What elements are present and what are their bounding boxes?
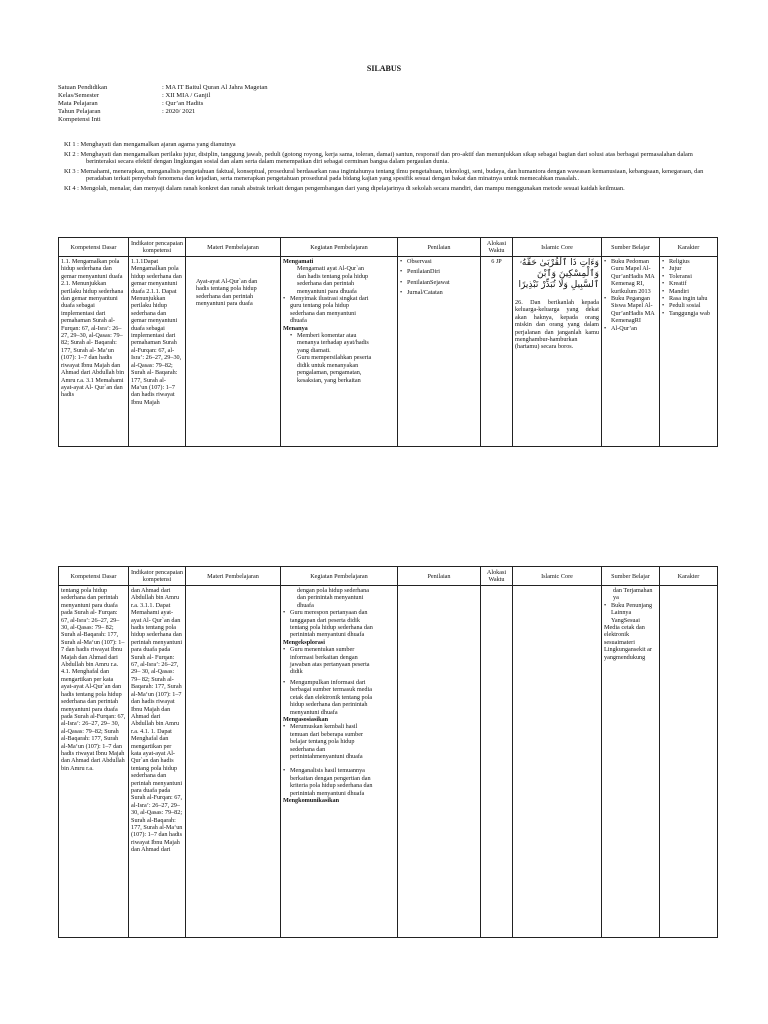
cell-kegiatan [281,586,398,938]
activity-heading: Mengeksplorasi [283,638,325,646]
character-item [662,310,715,317]
header-row [59,567,718,586]
character-item [662,295,715,302]
source-item [604,602,657,624]
activity-bullet [283,646,395,676]
verse-translation: 26. Dan berikanlah kepada keluarga-keluarga yang dekat akan haknya, kepada orang miskin dan orang yang dalam perjalanan dan janganlah kamu menghambur-hamburkan (hartamu) secara boros. [515,299,599,351]
bullet-icon: • [662,265,665,273]
bullet-icon: • [283,609,286,617]
bullet-icon: • [662,280,665,288]
header-alokasi: Alokasi Waktu [481,238,513,257]
table-row [59,257,718,447]
header-indikator: Indikator pencapaian kompetensi [129,238,186,257]
bullet-icon: • [662,295,665,303]
header-islamic-core: Islamic Core [513,238,602,257]
source-text: Buku Pedoman Guru Mapel Al-Qur’anHadis MA Kemenag RI, kurikulum 2013 [611,258,655,295]
activity-heading: Mengkomunikasikan [283,796,340,804]
cell-alokasi [481,257,513,447]
bullet-icon: • [662,302,665,310]
syllabus-table-1 [58,237,718,447]
cell-kompetensi-dasar: 1.1. Mengamalkan pola hidup sederhana dan gemar menyantuni duafa 2.1. Menunjukkan perilaku hidup sederhana dan gemar menyantuni duafa sebagai implementasi dari pemahaman Surah al-Furqan: 67, al-Isra’: 26–27, 29–30, al-Qasas: 79–82; Surah al- Baqarah: 177, Surah al- Ma‘un (107): 1–7 dan hadis riwayat Ibnu Majah dan Ahmad dari Abdullah bin Amru r.a. 3.1 Memahami ayat-ayat Al- Qur`an dan hadis [59,257,129,447]
table-row [59,586,718,938]
source-item [604,325,657,332]
activity-bullet [283,295,395,325]
cell-indikator: dan Ahmad dari Abdullah bin Amru r.a. 3.1.1. Dapat Memahami ayat-ayat Al- Qur`an dan hadis tentang pola hidup sederhana dan perintah menyantuni para duafa pada Surah al- Furqan: 67, al-Isra’: 26–27, 29– 30, al-Qasas: 79– 82; Surah al-Baqarah: 177, Surah al-Ma‘un (107): 1–7 dan hadis riwayat Ibnu Majah dan Ahmad dari Abdullah bin Amru r.a. 4.1. 1. Dapat Menghafal dan mengartikan per kata ayat-ayat Al-Qur`an dan hadis tentang pola hidup sederhana dan perintah menyantuni para duafa pada Surah al-Furqan: 67, al-Isra’: 26–27, 29– 30, al-Qasas: 79–82; Surah al-Baqarah: 177, Surah al-Ma‘un (107): 1–7 dan hadis riwayat Ibnu Majah dan Ahmad dari [129,586,186,938]
kompetensi-inti-list [64,141,718,195]
bullet-icon: • [283,723,286,731]
bullet-icon: • [662,287,665,295]
character-item [662,273,715,280]
header-kompetensi-dasar: Kompetensi Dasar [59,567,129,586]
meta-label: Kompetensi Inti [58,116,101,123]
activity-bullet-text: Guru merespon pertanyaan dan tanggapan dari peserta didik tentang pola hidup sederhana dan perinintah menyantuni dhuafa [290,609,373,639]
activity-bullet-text: Merumuskan kembali hasil temuan dari beberapa sumber belajar tentang pola hidup sederhana dan perinintahmenyantuni dhuafa [290,723,364,760]
meta-row [58,92,268,100]
alokasi-text: 6 JP [491,258,502,265]
activity-bullet [283,609,395,639]
bullet-icon: • [662,309,665,317]
character-item [662,280,715,287]
cell-materi [186,257,281,447]
bullet-icon: • [604,601,607,609]
assessment-text: PenilaianSejawat [407,278,450,286]
header-sumber: Sumber Belajar [602,567,660,586]
assessment-text: PenilaianDiri [407,268,440,276]
activity-heading: Mengasosiasikan [283,715,329,723]
header-kompetensi-dasar: Kompetensi Dasar [59,238,129,257]
header-indikator: Indikator pencapaian kompetensi [129,567,186,586]
bullet-icon: • [400,268,403,276]
source-item [604,295,657,325]
bullet-icon: • [290,332,293,340]
meta-value: : XII MIA / Ganjil [162,92,211,99]
bullet-icon: • [283,678,286,686]
bullet-icon: • [400,289,403,297]
header-karakter: Karakter [660,238,718,257]
activity-bullet [283,332,395,354]
meta-label: Kelas/Semester [58,92,100,99]
activity-text: Mengamati ayat Al-Qur`an dan hadis tentang pola hidup sederhana dan perintah menyantuni para dhuafa [297,265,369,295]
character-text: Mandiri [669,287,689,295]
activity-text: Guru mempersilahkan peserta didik untuk menanyakan pengalaman, pengamatan, kesaksian, yang berkaitan [297,354,372,384]
meta-value: : MA IT Baitul Quran Al Jahra Magetan [162,84,268,91]
bullet-icon: • [604,295,607,303]
activity-bullet [283,679,395,716]
meta-row [58,84,268,92]
cell-kegiatan [281,257,398,447]
cell-penilaian [398,257,481,447]
activity-bullet-text: Memberi komentar atau menanya terhadap ayat/hadis yang diamati. [297,332,369,354]
header-materi: Materi Pembelajaran [186,238,281,257]
header-sumber: Sumber Belajar [602,238,660,257]
bullet-icon: • [283,646,286,654]
character-text: Toleransi [669,272,692,280]
page-title: SILABUS [366,64,402,73]
cell-karakter [660,257,718,447]
activity-bullet-text: Menganalisis hasil temuannya berkaitan dengan pengertian dan kriteria pola hidup sederhana dan perinintah menyantuni dhuafa [290,767,373,797]
cell-indikator: 1.1.1Dapat Mengamalkan pola hidup sederhana dan gemar menyantuni duafa 2.1.1. Dapat Menunjukkan perilaku hidup sederhana dan gemar menyantuni duafa sebagai implementasi dari pemahaman Surah al-Furqan: 67, al-Isra’: 26–27, 29–30, al-Qasas: 79–82; Surah al- Baqarah: 177, Surah al- Ma‘un (107): 1–7 dan hadis riwayat Ibnu Majah [129,257,186,447]
meta-label: Satuan Pendidikan [58,84,108,91]
source-text: Buku Pegangan Siswa Mapel Al-Qur’anHadis MA KemenagRI [611,295,655,325]
bullet-icon: • [662,272,665,280]
meta-row [58,116,268,124]
character-text: Kreatif [669,280,687,288]
header-row [59,238,718,257]
meta-label: Tahun Pelajaran [58,108,101,115]
activity-heading: Menanya [283,324,308,332]
assessment-item [400,268,478,275]
character-item [662,265,715,272]
bullet-icon: • [283,767,286,775]
character-text: Rasa ingin tahu [669,295,708,303]
bullet-icon: • [604,324,607,332]
ki-item: KI 3 : Memahami, menerapkan, menganalisis pengetahuan faktual, konseptual, prosedural berdasarkan rasa ingintahunya tentang ilmu pengetahuan, teknologi, seni, budaya, dan humaniora dengan wawasan kemanusiaan, kebangsaan, kenegaraan, dan peradaban terkait penyebab fenomena dan kejadian, serta menerapkan pengetahuan prosedural pada bidang kajian yang spesifik sesuai dengan bakat dan minatnya untuk memecahkan masalah.. [64,167,704,183]
meta-value: : 2020/ 2021 [162,108,196,115]
source-item [604,258,657,295]
source-text: dan Terjamahan ya [613,587,653,602]
activity-bullet [283,767,395,797]
activity-heading: Mengamati [283,258,314,265]
meta-value: : Qur’an Hadits [162,100,204,107]
character-text: Religius [669,258,690,265]
header-kegiatan: Kegiatan Pembelajaran [281,567,398,586]
assessment-item [400,289,478,296]
materi-text: Ayat-ayat Al-Qur`an dan hadis tentang pola hidup sederhana dan perintah menyantuni para duafa [196,278,258,308]
character-item [662,288,715,295]
activity-bullet-text: Mengumpulkan informasi dari berbagai sumber termasuk media cetak dan elektronik tentang pola hidup sederhana dan perinintah menyantuni dhuafa [290,678,373,716]
assessment-text: Jurnal/Catatan [407,289,443,297]
ki-item: KI 2 : Menghayati dan mengamalkan perilaku jujur, disiplin, tanggung jawab, peduli (gotong royong, kerja sama, toleran, damai) santun, responsif dan pro-aktif dan menunjukkan sikap sebagai bagian dari solusi atas berbagai permasalahan dalam berinteraksi secara efektif dengan lingkungan sosial dan alam serta dalam menempatkan diri sebagai cerminan bangsa dalam pergaulan dunia. [64,150,693,166]
cell-sumber [602,586,660,938]
activity-bullet [283,723,395,760]
assessment-text: Observasi [407,258,432,265]
arabic-verse: وَءَاتِ ذَا ٱلْقُرْبَىٰ حَقَّهُۥ وَٱلْمِسْكِينَ وَٱبْنَ ٱلسَّبِيلِ وَلَا تُبَذِّرْ تَبْذِيرًا [518,258,599,290]
header-alokasi: Alokasi Waktu [481,567,513,586]
source-text: Al-Qur’an [611,324,638,332]
ki-item: KI 4 : Mengolah, menalar, dan menyaji dalam ranah konkret dan ranah abstrak terkait dengan pengembangan dari yang dipelajarinya di sekolah secara mandiri, dan mampu menggunakan metode sesuai kaidah keilmuan. [64,184,625,192]
character-text: Jujur [669,265,682,273]
bullet-icon: • [283,295,286,303]
cell-kompetensi-dasar: tentang pola hidup sederhana dan perintah menyantuni para duafa pada Surah al- Furqan: 67, al-Isra’: 26–27, 29–30, al-Qasas: 79– 82; Surah al-Baqarah: 177, Surah al-Ma‘un (107): 1–7 dan hadis riwayat Ibnu Majah dan Ahmad dari Abdullah bin Amru r.a. 4.1. Menghafal dan mengartikan per kata ayat-ayat Al-Qur`an dan hadis tentang pola hidup sederhana dan perintah menyantuni para duafa pada Surah al-Furqan: 67, al-Isra’: 26–27, 29– 30, al-Qasas: 79–82; Surah al-Baqarah: 177, Surah al-Ma‘un (107): 1–7 dan hadis riwayat Ibnu Majah dan Ahmad dari Abdullah bin Amru r.a. [59,586,129,938]
character-item [662,302,715,309]
assessment-item [400,258,478,265]
meta-label: Mata Pelajaran [58,100,98,107]
bullet-icon: • [662,258,665,265]
activity-text: dengan pola hidup sederhana dan perinintah menyantuni dhuafa [297,587,369,609]
cell-materi [186,586,281,938]
character-item [662,258,715,265]
activity-bullet-text: Guru menentukan sumber informasi berkaitan dengan jawaban atas pertanyaan peserta didik [290,646,370,676]
header-materi: Materi Pembelajaran [186,567,281,586]
header-islamic-core: Islamic Core [513,567,602,586]
bullet-icon: • [400,258,403,265]
ki-item: KI 1 : Menghayati dan mengamalkan ajaran agama yang dianutnya [64,141,236,148]
bullet-icon: • [604,258,607,265]
identity-block [58,84,268,124]
header-kegiatan: Kegiatan Pembelajaran [281,238,398,257]
meta-row [58,100,268,108]
cell-karakter [660,586,718,938]
cell-islamic-core [513,257,602,447]
character-text: Tanggungja wab [669,309,710,317]
meta-row [58,108,268,116]
source-text: Media cetak dan elektronik sesuaimateri Lingkungansekit ar yangmendukung [604,624,652,661]
header-penilaian: Penilaian [398,567,481,586]
cell-sumber [602,257,660,447]
assessment-item [400,279,478,286]
header-karakter: Karakter [660,567,718,586]
bullet-icon: • [400,278,403,286]
cell-penilaian [398,586,481,938]
cell-alokasi [481,586,513,938]
cell-islamic-core [513,586,602,938]
source-text: Buku Penunjang Lainnya YangSesuai [611,601,653,624]
character-text: Peduli sosial [669,302,701,310]
activity-bullet-text: Menyimak ilustrasi singkat dari guru tentang pola hidup sederhana dan menyantuni dhuafa [290,295,369,325]
header-penilaian: Penilaian [398,238,481,257]
syllabus-table-2 [58,566,718,938]
